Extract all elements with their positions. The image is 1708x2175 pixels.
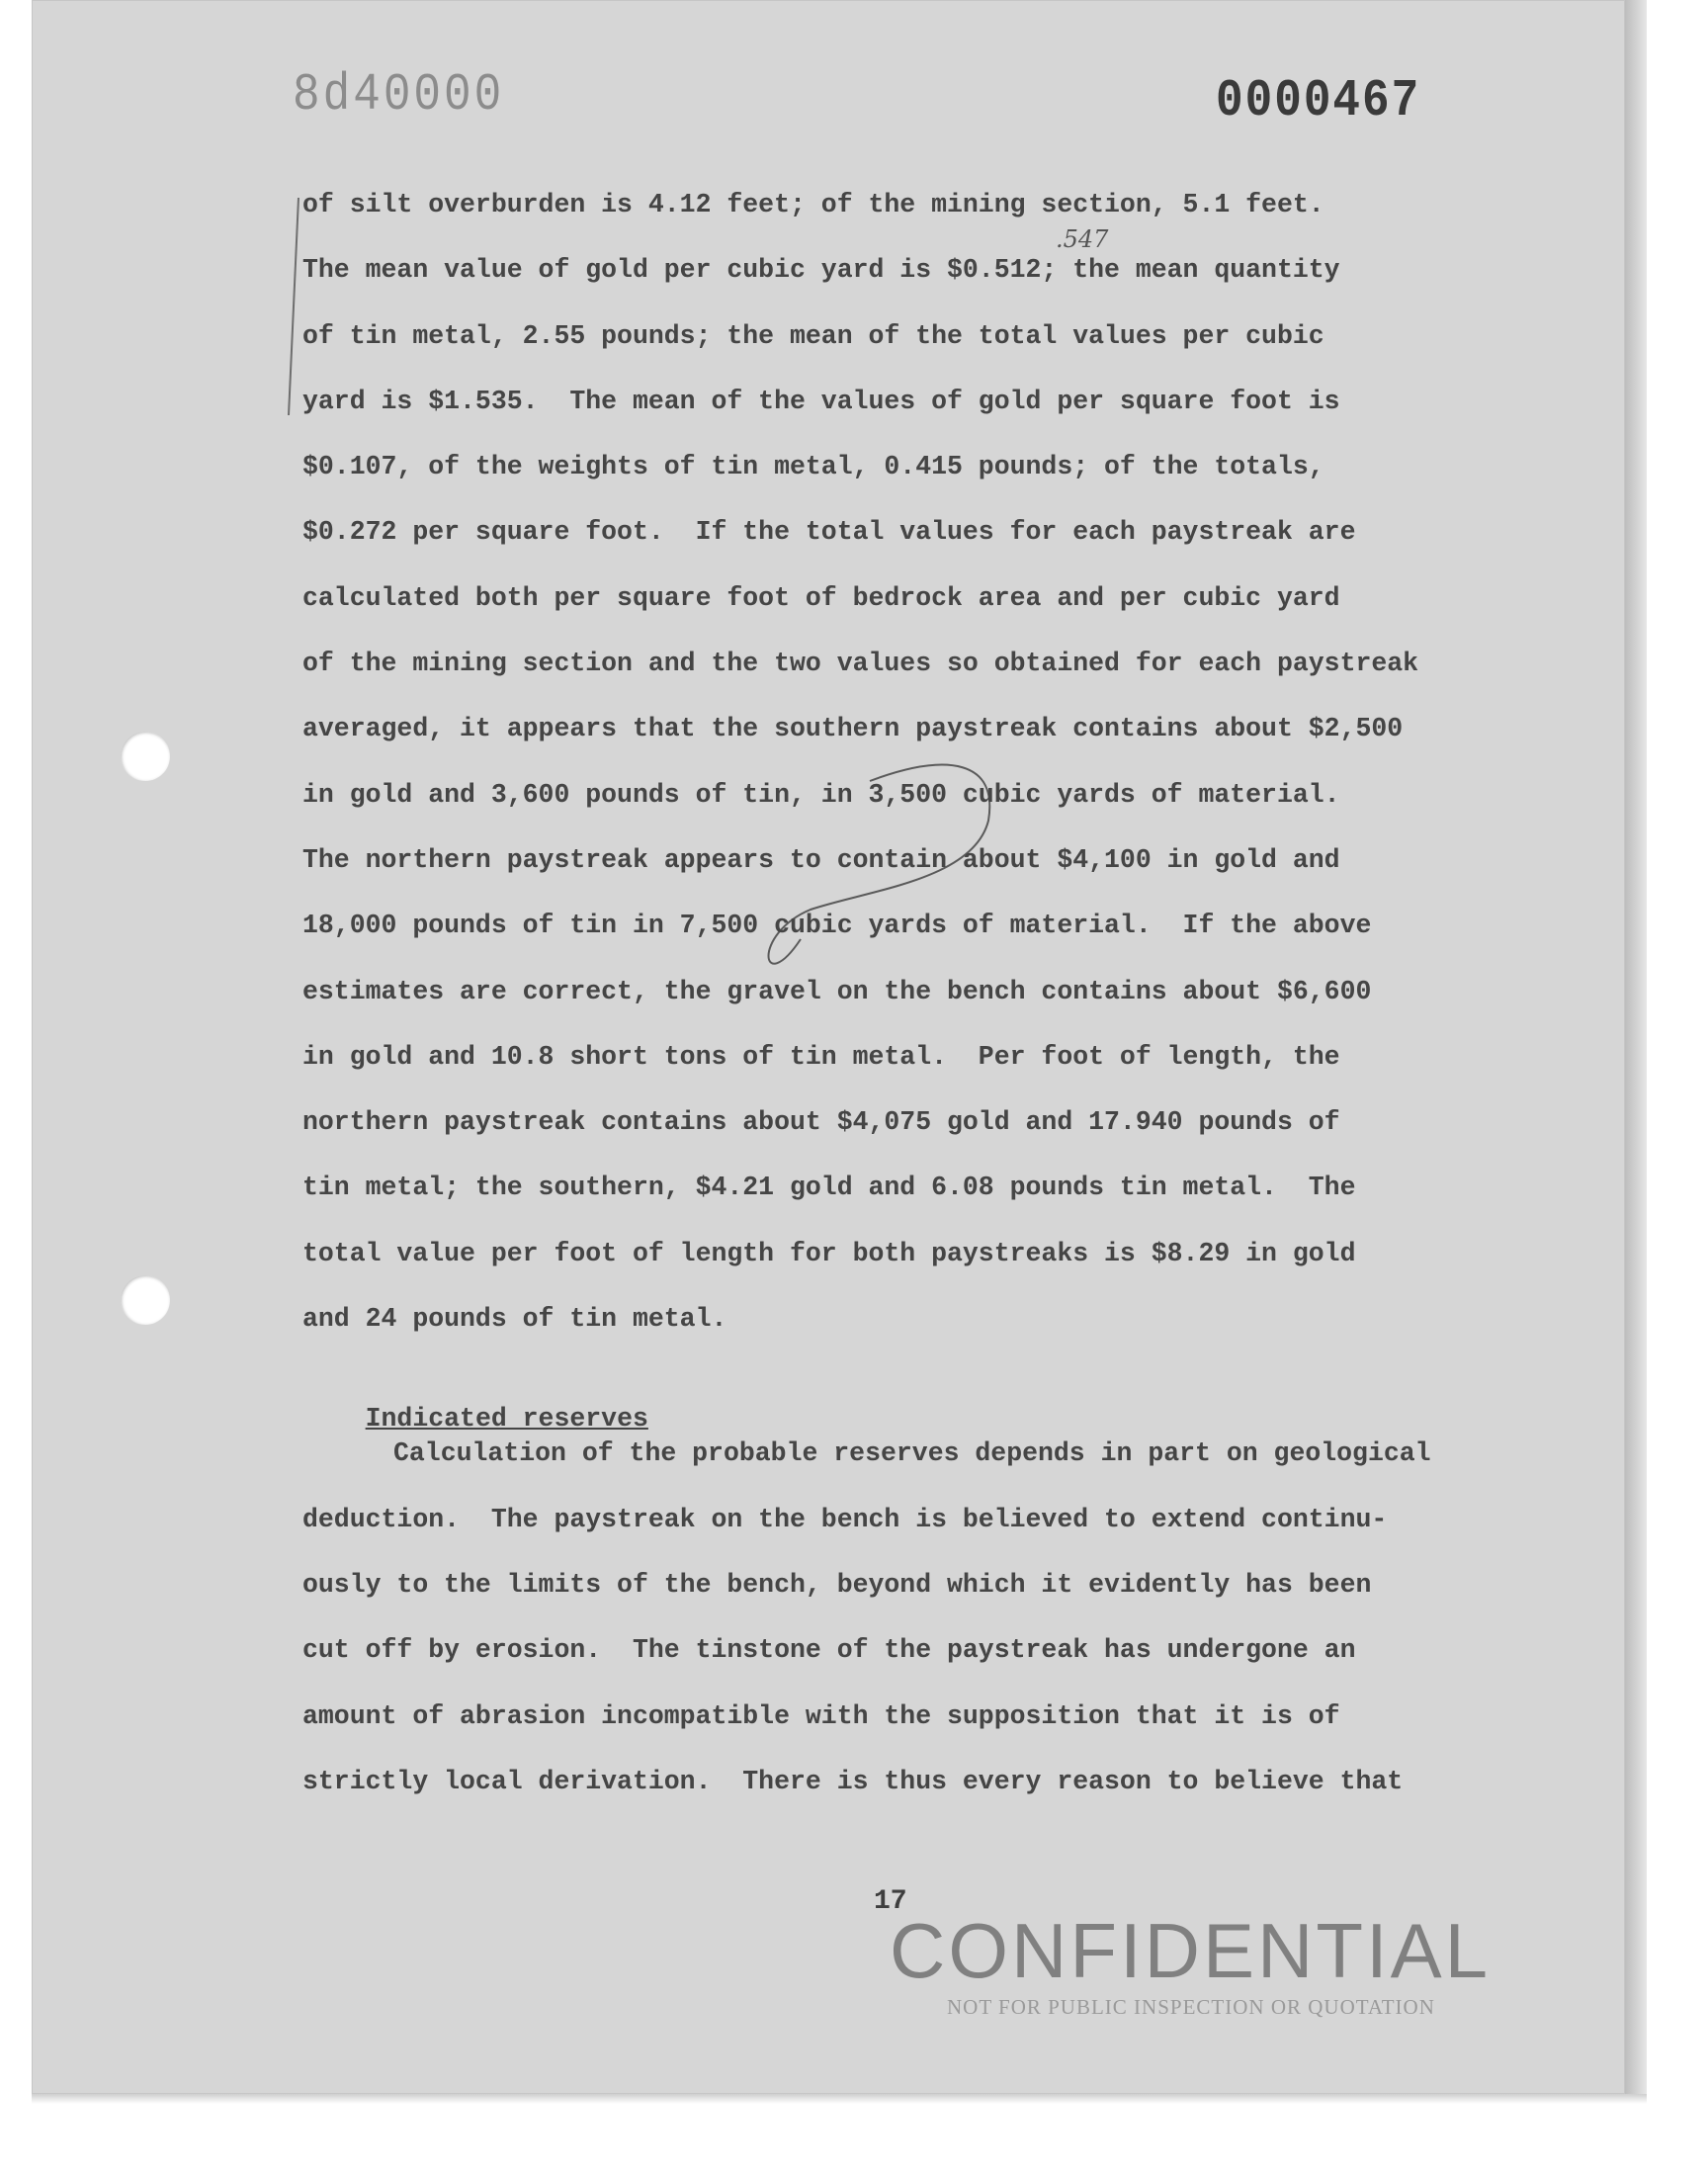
body-line: tin metal; the southern, $4.21 gold and 6.08 pounds tin metal. The xyxy=(302,1173,1356,1203)
body-line: ously to the limits of the bench, beyond which it evidently has been xyxy=(302,1569,1372,1600)
document-body xyxy=(302,180,1489,1822)
body-line: amount of abrasion incompatible with the supposition that it is of xyxy=(302,1700,1340,1731)
body-line: Calculation of the probable reserves depends in part on geological xyxy=(393,1438,1431,1469)
body-line: of tin metal, 2.55 pounds; the mean of the total values per cubic xyxy=(302,320,1324,351)
body-line: in gold and 10.8 short tons of tin metal. Per foot of length, the xyxy=(302,1041,1340,1072)
confidential-subtitle: NOT FOR PUBLIC INSPECTION OR QUOTATION xyxy=(947,1995,1435,2019)
body-line: strictly local derivation. There is thus every reason to believe that xyxy=(302,1766,1404,1796)
confidential-stamp: CONFIDENTIAL xyxy=(890,1907,1492,1994)
body-line: $0.107, of the weights of tin metal, 0.415 pounds; of the totals, xyxy=(302,452,1324,482)
body-line: 18,000 pounds of tin in 7,500 cubic yards of material. If the above xyxy=(302,911,1372,941)
handwritten-annotation: .547 xyxy=(1056,225,1109,253)
body-line: $0.272 per square foot. If the total values for each paystreak are xyxy=(302,517,1356,548)
right-serial-stamp: 0000467 xyxy=(1216,71,1421,130)
body-line: in gold and 3,600 pounds of tin, in 3,500 cubic yards of material. xyxy=(302,779,1340,810)
body-line: of the mining section and the two values so obtained for each paystreak xyxy=(302,649,1419,679)
page-number: 17 xyxy=(874,1886,907,1917)
body-line: of silt overburden is 4.12 feet; of the mining section, 5.1 feet. xyxy=(302,190,1324,219)
left-serial-stamp: 8d40000 xyxy=(293,65,505,125)
body-line: total value per foot of length for both paystreaks is $8.29 in gold xyxy=(302,1238,1356,1268)
body-line: The mean value of gold per cubic yard is $0.512; the mean quantity xyxy=(302,255,1340,286)
body-line: averaged, it appears that the southern paystreak contains about $2,500 xyxy=(302,714,1404,744)
body-line: and 24 pounds of tin metal. xyxy=(302,1304,727,1335)
body-line: calculated both per square foot of bedrock area and per cubic yard xyxy=(302,582,1340,613)
margin-pencil-line xyxy=(289,198,299,415)
body-line: northern paystreak contains about $4,075 gold and 17.940 pounds of xyxy=(302,1107,1340,1138)
section-heading: Indicated reserves xyxy=(365,1404,648,1435)
body-line: deduction. The paystreak on the bench is believed to extend continu- xyxy=(302,1504,1388,1534)
body-line: cut off by erosion. The tinstone of the paystreak has undergone an xyxy=(302,1635,1356,1666)
body-line: The northern paystreak appears to contain about $4,100 in gold and xyxy=(302,844,1340,875)
body-line: yard is $1.535. The mean of the values of gold per square foot is xyxy=(302,386,1340,416)
section-heading-line xyxy=(302,1359,1489,1435)
body-line: estimates are correct, the gravel on the bench contains about $6,600 xyxy=(302,976,1372,1006)
